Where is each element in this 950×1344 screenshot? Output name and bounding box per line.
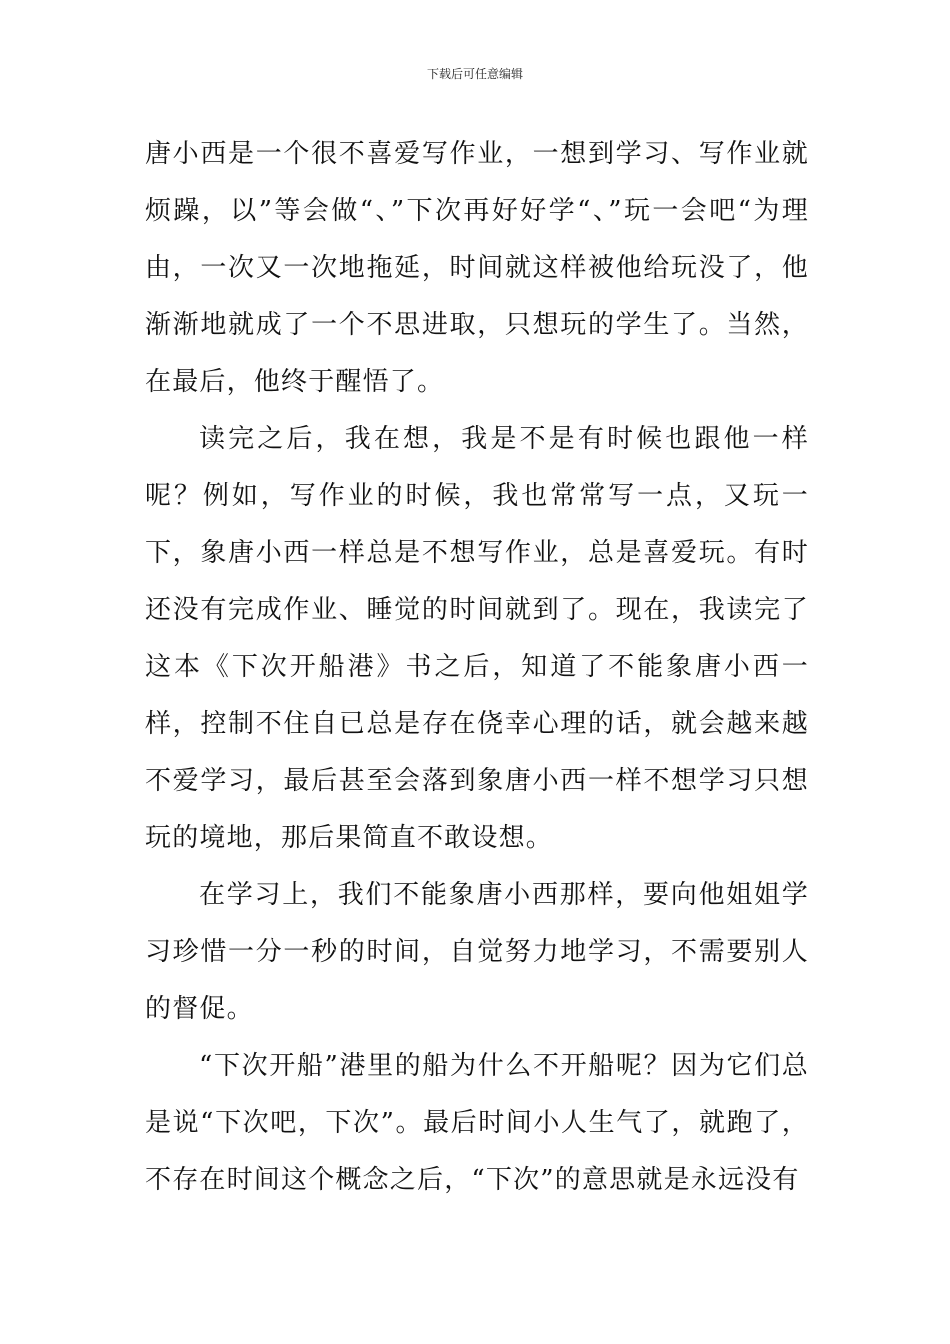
paragraph-1: 唐小西是一个很不喜爱写作业，一想到学习、写作业就烦躁，以”等会做“、”下次再好好学“、”玩一会吧“为理由，一次又一次地拖延，时间就这样被他给玩没了，他渐渐地就成了一个不思进取，只想玩的学生了。当然，在最后，他终于醒悟了。 — [145, 139, 809, 397]
paragraph-2: 读完之后，我在想，我是不是有时候也跟他一样呢？例如，写作业的时候，我也常常写一点，又玩一下，象唐小西一样总是不想写作业，总是喜爱玩。有时还没有完成作业、睡觉的时间就到了。现在，我读完了这本《下次开船港》书之后，知道了不能象唐小西一样，控制不住自已总是存在侥幸心理的话，就会越来越不爱学习，最后甚至会落到象唐小西一样不想学习只想玩的境地，那后果简直不敢设想。 — [145, 424, 809, 853]
paragraph-4: “下次开船”港里的船为什么不开船呢？因为它们总是说“下次吧，下次”。最后时间小人生气了，就跑了，不存在时间这个概念之后，“下次”的意思就是永远没有 — [145, 1051, 809, 1195]
paragraph-3: 在学习上，我们不能象唐小西那样，要向他姐姐学习珍惜一分一秒的时间，自觉努力地学习，不需要别人的督促。 — [145, 880, 809, 1024]
document-body — [145, 126, 809, 1209]
page-header: 下载后可任意编辑 — [426, 67, 523, 81]
